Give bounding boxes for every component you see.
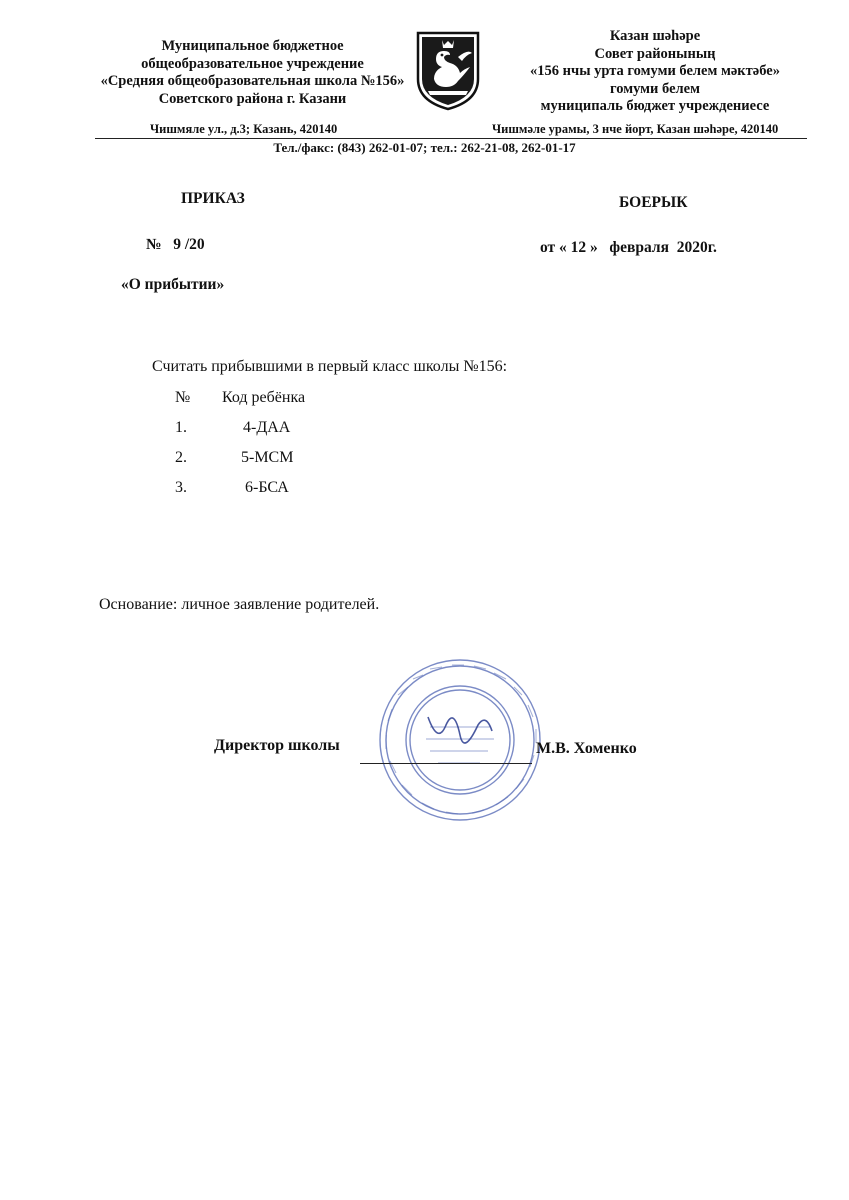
order-title-tt: БОЕРЫК xyxy=(619,194,688,211)
table-row-number: 3. xyxy=(175,479,187,496)
order-title-ru: ПРИКАЗ xyxy=(181,190,245,207)
table-row-number: 2. xyxy=(175,449,187,466)
header-left-line: «Средняя общеобразовательная школа №156» xyxy=(100,73,405,89)
basis-text: Основание: личное заявление родителей. xyxy=(99,596,380,613)
order-number: № 9 /20 xyxy=(146,236,205,253)
address-left: Чишмяле ул., д.3; Казань, 420140 xyxy=(150,122,338,136)
header-divider xyxy=(95,138,807,139)
header-left-block xyxy=(70,38,435,108)
official-stamp xyxy=(368,655,553,825)
phone-numbers: Тел./факс: (843) 262-01-07; тел.: 262-21-08, 262-01-17 xyxy=(273,140,576,155)
order-date: от « 12 » февраля 2020г. xyxy=(540,239,717,256)
address-right: Чишмәле урамы, 3 нче йорт, Казан шәһәре, 420140 xyxy=(492,122,779,136)
signature-line xyxy=(360,763,532,764)
table-row-number: 1. xyxy=(175,419,187,436)
header-left-line: общеобразовательное учреждение xyxy=(141,55,364,72)
table-row-code: 4-ДАА xyxy=(243,419,291,436)
table-header-code: Код ребёнка xyxy=(222,389,306,406)
table-row-code: 5-МСМ xyxy=(241,449,294,466)
header-right-line: Совет районының xyxy=(594,45,716,62)
header-left-line: Советского района г. Казани xyxy=(158,90,347,107)
header-left-line: Муниципальное бюджетное xyxy=(161,38,344,54)
header-right-line: гомуми белем xyxy=(610,80,700,97)
signature-name: М.В. Хоменко xyxy=(536,740,637,757)
header-right-block xyxy=(505,28,805,116)
table-header-number: № xyxy=(175,389,191,406)
header-right-line: Казан шәһәре xyxy=(609,28,701,44)
intro-text: Считать прибывшими в первый класс школы №156: xyxy=(152,358,508,375)
signature-role: Директор школы xyxy=(214,737,340,754)
header-right-line: «156 нчы урта гомуми белем мәктәбе» xyxy=(530,63,780,79)
table-row-code: 6-БСА xyxy=(245,479,289,496)
header-right-line: муниципаль бюджет учреждениесе xyxy=(540,98,770,114)
order-subject: «О прибытии» xyxy=(121,276,225,293)
kazan-emblem-icon xyxy=(414,27,482,111)
